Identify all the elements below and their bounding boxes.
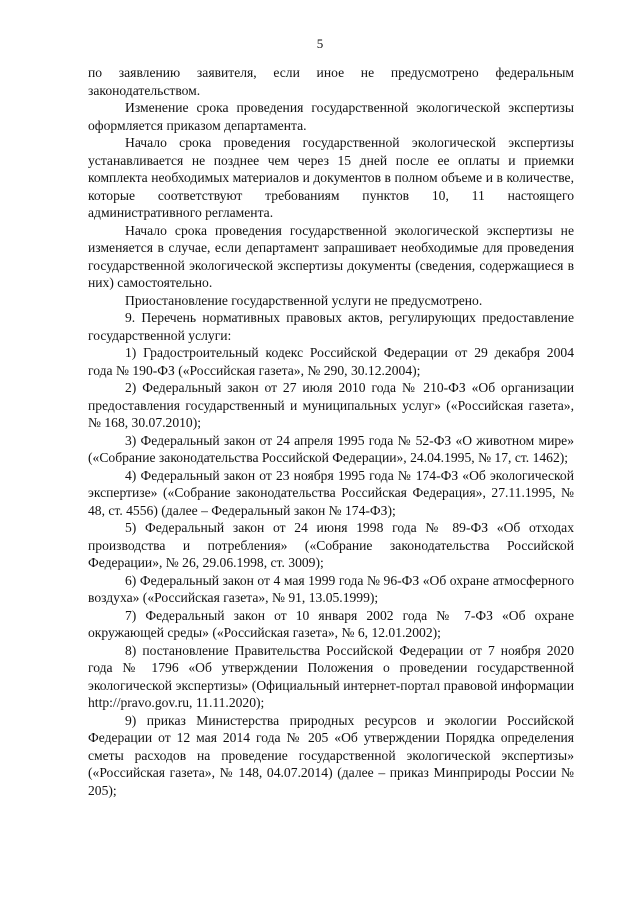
body-text (88, 64, 574, 799)
list-item-4: 4) Федеральный закон от 23 ноября 1995 года № 174-ФЗ «Об экологической экспертизе» («Собрание законодательства Российская Федерация», 27.11.1995, № 48, ст. 4556) (далее – Федеральный закон № 174-ФЗ); (88, 467, 574, 518)
paragraph-term-change: Изменение срока проведения государственной экологической экспертизы оформляется приказом департамента. (88, 100, 574, 133)
section-9-heading: 9. Перечень нормативных правовых актов, регулирующих предоставление государственной услуги: (88, 310, 574, 343)
paragraph-suspension: Приостановление государственной услуги не предусмотрено. (125, 292, 483, 308)
list-item-7: 7) Федеральный закон от 10 января 2002 года № 7-ФЗ «Об охране окружающей среды» («Российская газета», № 6, 12.01.2002); (88, 607, 574, 640)
list-item-2: 2) Федеральный закон от 27 июля 2010 года № 210-ФЗ «Об организации предоставления государственный и муниципальных услуг» («Российская газета», № 168, 30.07.2010); (88, 380, 574, 430)
paragraph-term-start: Начало срока проведения государственной экологической экспертизы устанавливается не позднее чем через 15 дней после ее оплаты и приемки комплекта необходимых материалов и документов в полном объеме и в количестве, которые соответствуют требованиям пунктов 10, 11 настоящего административного регламента. (88, 135, 574, 220)
paragraph-continuation: по заявлению заявителя, если иное не предусмотрено федеральным законодательством. (88, 65, 574, 98)
paragraph-term-unchanged: Начало срока проведения государственной экологической экспертизы не изменяется в случае, если департамент запрашивает необходимые для проведения государственной экологической экспертизы документы (сведения, содержащиеся в них) самостоятельно. (88, 222, 574, 290)
list-item-6: 6) Федеральный закон от 4 мая 1999 года № 96-ФЗ «Об охране атмосферного воздуха» («Российская газета», № 91, 13.05.1999); (88, 572, 574, 605)
list-item-3: 3) Федеральный закон от 24 апреля 1995 года № 52-ФЗ «О животном мире» («Собрание законодательства Российской Федерации», 24.04.1995, № 17, ст. 1462); (88, 432, 574, 465)
list-item-9: 9) приказ Министерства природных ресурсов и экологии Российской Федерации от 12 мая 2014 года № 205 «Об утверждении Порядка определения сметы расходов на проведение государственной экологической экспертизы» («Российская газета», № 148, 04.07.2014) (далее – приказ Минприроды России № 205); (88, 712, 574, 798)
page-number: 5 (316, 36, 324, 51)
list-item-1: 1) Градостроительный кодекс Российской Федерации от 29 декабря 2004 года № 190-ФЗ («Российская газета», № 290, 30.12.2004); (88, 345, 574, 378)
list-item-5: 5) Федеральный закон от 24 июня 1998 года № 89-ФЗ «Об отходах производства и потребления» («Собрание законодательства Российской Федерации», № 26, 29.06.1998, ст. 3009); (88, 520, 574, 570)
list-item-8: 8) постановление Правительства Российской Федерации от 7 ноября 2020 года № 1796 «Об утверждении Положения о проведении государственной экологической экспертизы» (Официальный интернет-портал правовой информации http://pravo.gov.ru, 11.11.2020); (88, 642, 574, 710)
